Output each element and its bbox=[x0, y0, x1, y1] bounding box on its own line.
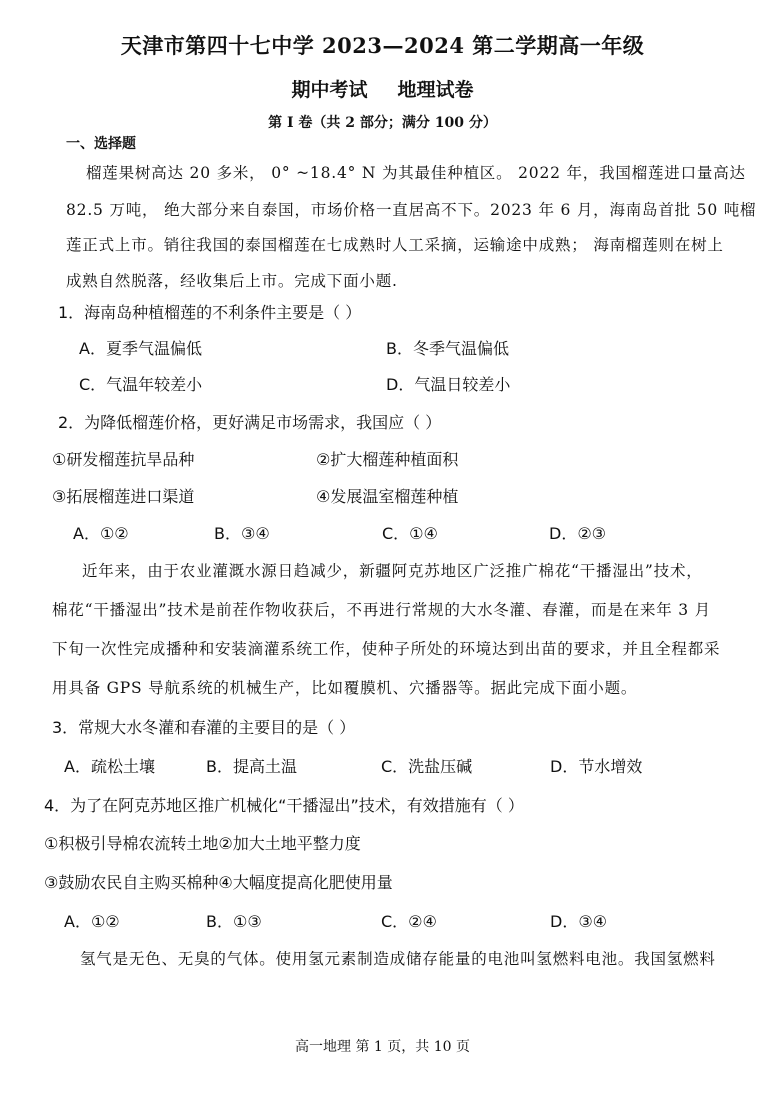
exam-type: 期中考试 bbox=[291, 79, 368, 101]
passage2-line: 棉花“干播湿出”技术是前茬作物收获后，不再进行常规的大水冬灌、春灌，而是在来年 3 月 bbox=[52, 601, 711, 619]
q1-option-a: A．夏季气温偏低 bbox=[79, 339, 202, 358]
passage1-line: 成熟自然脱落，经收集后上市。完成下面小题. bbox=[66, 272, 398, 290]
exam-title-line2 bbox=[0, 75, 765, 102]
q3-option-a: A．疏松土壤 bbox=[64, 757, 155, 776]
page-footer: 高一地理 第 1 页，共 10 页 bbox=[295, 1039, 470, 1055]
q1-option-b: B．冬季气温偏低 bbox=[386, 339, 509, 358]
passage1-line: 莲正式上市。销往我国的泰国榴莲在七成熟时人工采摘，运输途中成熟； 海南榴莲则在树上 bbox=[66, 236, 724, 254]
question-2-stem: 2．为降低榴莲价格，更好满足市场需求，我国应（ ） bbox=[58, 413, 442, 432]
q2-option-b: B．③④ bbox=[214, 524, 270, 543]
q4-option-c: C．②④ bbox=[381, 912, 437, 931]
q1-option-d: D．气温日较差小 bbox=[386, 375, 511, 394]
question-3-stem: 3．常规大水冬灌和春灌的主要目的是（ ） bbox=[52, 718, 356, 737]
q2-item-4: ④发展温室榴莲种植 bbox=[316, 487, 459, 506]
q2-option-d: D．②③ bbox=[549, 524, 607, 543]
passage3-line: 氢气是无色、无臭的气体。使用氢元素制造成储存能量的电池叫氢燃料电池。我国氢燃料 bbox=[80, 950, 716, 968]
q4-items-line-2: ③鼓励农民自主购买棉种④大幅度提高化肥使用量 bbox=[44, 873, 393, 892]
section-heading: 一、选择题 bbox=[66, 136, 136, 152]
q3-option-b: B．提高土温 bbox=[206, 757, 297, 776]
passage2-line: 近年来，由于农业灌溉水源日趋减少，新疆阿克苏地区广泛推广棉花“干播湿出”技术， bbox=[82, 562, 703, 580]
q4-option-a: A．①② bbox=[64, 912, 120, 931]
question-1-stem: 1．海南岛种植榴莲的不利条件主要是（ ） bbox=[58, 303, 362, 322]
q2-option-c: C．①④ bbox=[382, 524, 438, 543]
q3-option-c: C．洗盐压碱 bbox=[381, 757, 473, 776]
passage1-line: 榴莲果树高达 20 多米， 0° ~18.4° N 为其最佳种植区。 2022 年，我国榴莲进口量高达 bbox=[86, 164, 746, 182]
q3-option-d: D．节水增效 bbox=[550, 757, 643, 776]
q4-option-b: B．①③ bbox=[206, 912, 262, 931]
passage2-line: 用具备 GPS 导航系统的机械生产，比如覆膜机、穴播器等。据此完成下面小题。 bbox=[52, 679, 638, 697]
q4-option-d: D．③④ bbox=[550, 912, 608, 931]
q2-item-1: ①研发榴莲抗旱品种 bbox=[52, 450, 195, 469]
q2-item-2: ②扩大榴莲种植面积 bbox=[316, 450, 459, 469]
exam-title-line1: 天津市第四十七中学 2023—2024 第二学期高一年级 bbox=[120, 33, 645, 58]
passage1-line: 82.5 万吨， 绝大部分来自泰国，市场价格一直居高不下。2023 年 6 月，海南岛首批 50 吨榴 bbox=[66, 201, 757, 219]
passage2-line: 下旬一次性完成播种和安装滴灌系统工作，使种子所处的环境达到出苗的要求，并且全程都采 bbox=[52, 640, 721, 658]
exam-subject: 地理试卷 bbox=[397, 79, 474, 101]
q4-items-line-1: ①积极引导棉农流转土地②加大土地平整力度 bbox=[44, 834, 361, 853]
exam-subtitle: 第 I 卷（共 2 部分；满分 100 分） bbox=[268, 115, 497, 131]
question-4-stem: 4．为了在阿克苏地区推广机械化“干播湿出”技术，有效措施有（ ） bbox=[44, 796, 524, 815]
q2-option-a: A．①② bbox=[73, 524, 129, 543]
q1-option-c: C．气温年较差小 bbox=[79, 375, 203, 394]
q2-item-3: ③拓展榴莲进口渠道 bbox=[52, 487, 195, 506]
